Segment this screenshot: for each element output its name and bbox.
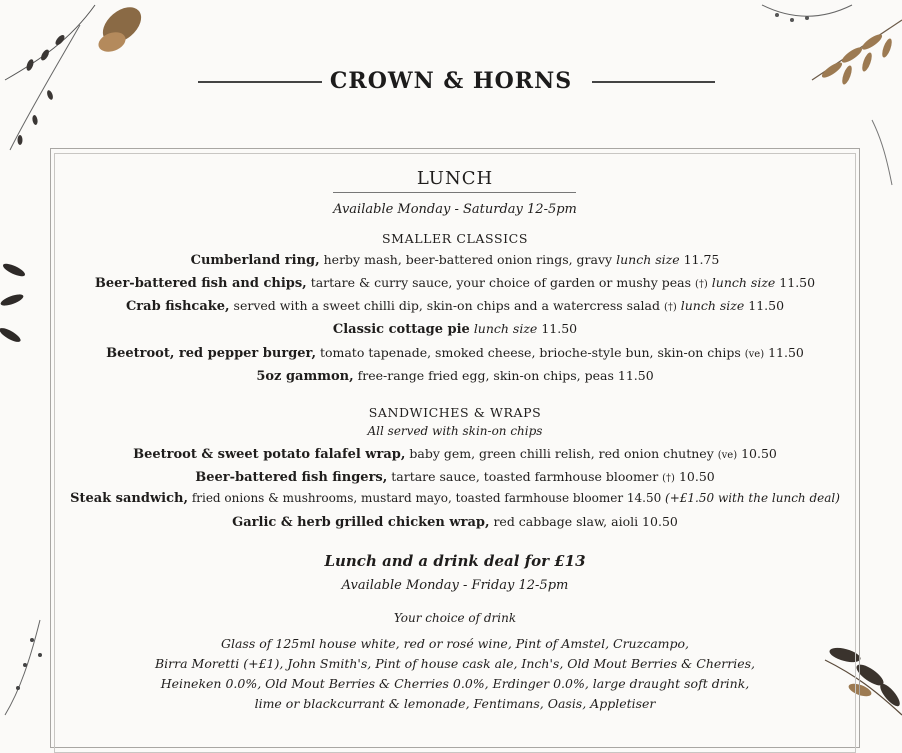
section-heading-smaller-classics: SMALLER CLASSICS	[382, 231, 528, 246]
item-price: 10.50	[737, 446, 777, 461]
section-heading-sandwiches-wraps: SANDWICHES & WRAPS	[368, 405, 542, 420]
item-dietary-note: (ve)	[717, 450, 738, 461]
item-size: lunch size	[616, 252, 680, 267]
item-dietary-note: (†)	[662, 473, 675, 484]
item-name: Beetroot & sweet potato falafel wrap,	[133, 447, 406, 462]
item-dietary-note: (†)	[663, 302, 677, 313]
menu-item	[50, 368, 860, 384]
item-deal-surcharge: (+£1.50 with the lunch deal)	[665, 491, 840, 505]
item-name: Crab fishcake,	[125, 299, 230, 314]
menu-item	[50, 345, 860, 361]
menu-item	[50, 252, 860, 268]
item-name: Classic cottage pie	[332, 322, 470, 337]
item-description: baby gem, green chilli relish, red onion chutney	[405, 446, 718, 461]
menu-item	[50, 514, 860, 530]
menu-item	[50, 321, 860, 337]
menu-item	[50, 275, 860, 291]
item-description: tomato tapenade, smoked cheese, brioche-style bun, skin-on chips	[315, 345, 745, 360]
item-price: 11.50	[744, 298, 785, 313]
item-name: Beetroot, red pepper burger,	[106, 346, 316, 361]
menu-item	[50, 469, 860, 485]
leaf-decoration-left	[0, 255, 30, 365]
menu-item	[50, 446, 860, 462]
item-price: 11.50	[537, 321, 578, 336]
item-name: Garlic & herb grilled chicken wrap,	[232, 515, 490, 530]
restaurant-title: CROWN & HORNS	[329, 68, 573, 94]
item-description: tartare sauce, toasted farmhouse bloomer	[387, 469, 663, 484]
drink-choice-label: Your choice of drink	[393, 611, 517, 625]
item-name: 5oz gammon,	[256, 369, 354, 384]
item-name: Steak sandwich,	[70, 491, 188, 506]
item-description: red cabbage slaw, aioli 10.50	[489, 514, 678, 529]
item-name: Beer-battered fish and chips,	[94, 276, 307, 291]
item-price: 11.50	[775, 275, 816, 290]
item-size: lunch size	[707, 275, 776, 290]
deal-title: Lunch and a drink deal for £13	[324, 552, 586, 570]
menu-item	[50, 491, 860, 506]
item-name: Beer-battered fish fingers,	[195, 470, 388, 485]
section-subheading: All served with skin-on chips	[367, 424, 543, 438]
header-rule-right	[592, 81, 715, 83]
lunch-heading-rule	[333, 192, 576, 193]
menu-header	[0, 62, 902, 102]
item-name: Cumberland ring,	[190, 253, 320, 268]
item-price: 11.50	[764, 345, 804, 360]
item-description: herby mash, beer-battered onion rings, gravy	[319, 252, 617, 267]
item-description: fried onions & mushrooms, mustard mayo, toasted farmhouse bloomer 14.50	[188, 491, 666, 505]
drink-list-line: lime or blackcurrant & lemonade, Fentimans, Oasis, Appletiser	[254, 696, 656, 711]
drink-list-line: Birra Moretti (+£1), John Smith's, Pint of house cask ale, Inch's, Old Mout Berries & Cherries,	[154, 656, 756, 671]
lunch-heading: LUNCH	[416, 168, 494, 189]
item-description: served with a sweet chilli dip, skin-on chips and a watercress salad	[229, 298, 664, 313]
item-size: lunch size	[676, 298, 745, 313]
item-dietary-note: (†)	[695, 279, 708, 290]
lunch-availability: Available Monday - Saturday 12-5pm	[333, 202, 577, 217]
item-description: free-range fried egg, skin-on chips, peas 11.50	[353, 368, 654, 383]
item-price: 10.50	[674, 469, 715, 484]
item-description: tartare & curry sauce, your choice of garden or mushy peas	[306, 275, 695, 290]
drink-list-line: Glass of 125ml house white, red or rosé wine, Pint of Amstel, Cruzcampo,	[221, 636, 689, 651]
item-price: 11.75	[679, 252, 720, 267]
drink-list-line: Heineken 0.0%, Old Mout Berries & Cherries 0.0%, Erdinger 0.0%, large draught soft drink,	[160, 676, 750, 691]
deal-availability: Available Monday - Friday 12-5pm	[341, 578, 569, 593]
item-dietary-note: (ve)	[744, 349, 765, 360]
item-size: lunch size	[473, 321, 538, 336]
menu-item	[50, 298, 860, 314]
